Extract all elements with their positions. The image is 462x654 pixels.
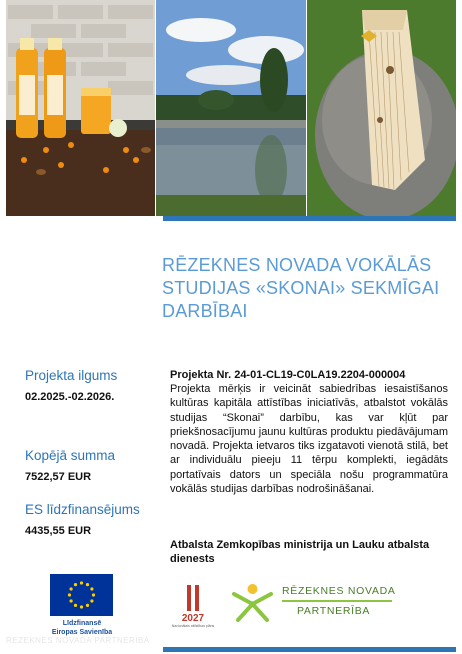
nap-2027-text: 2027 (181, 613, 205, 624)
photo-sea-buckthorn-drinks (6, 0, 155, 216)
title-line-2: STUDIJAS «SKONAI» SEKMĪGAI (162, 278, 440, 298)
watermark-text: REZEKNES NOVADA PARTNERIBA (6, 636, 150, 645)
partnership-name-line-1: RĒZEKNES NOVADA (282, 585, 396, 597)
title-line-1: RĒZEKNES NOVADA VOKĀLĀS (162, 255, 432, 275)
support-statement: Atbalsta Zemkopības ministrija un Lauku atbalsta dienests (170, 539, 430, 565)
eu-caption-line-1: Līdzfinansē (62, 620, 102, 627)
eu-cofinancing-label: ES līdzfinansējums (25, 502, 140, 517)
duration-value: 02.2025.-02.2026. (25, 391, 115, 403)
total-amount-label: Kopējā summa (25, 448, 116, 463)
project-title (162, 254, 452, 323)
eu-cofinancing-value: 4435,55 EUR (25, 525, 92, 537)
accent-bar-bottom (163, 647, 456, 652)
partnership-divider (282, 600, 392, 602)
nap-2027-subtitle: Nacionālais attīstības plāns (171, 624, 215, 628)
duration-label: Projekta ilgums (25, 368, 118, 383)
eu-caption (35, 619, 129, 637)
photo-lake-landscape (156, 0, 306, 216)
photo-kokle-on-stone (307, 0, 456, 216)
accent-bar-top (163, 216, 456, 221)
project-description: Projekta mērķis ir veicināt sabiedrības iesaistīšanos kultūras kapitāla attīstības iniciatīvās, atbalstot vokālās studijas “Skonai” darbību, kas var kļūt par priekšnosacījumu jaunu kultūras produktu piedāvājumam novadā. Projekta ietvaros tiks izgatavoti vienotā stilā, bet ar individuālu pieeju 11 tērpu komplekti, iegādāts portatīvais dators un speciāla nošu programmatūra vokālās studijas darbības nodrošināšanai. (170, 383, 448, 496)
project-number: Projekta Nr. 24-01-CL19-C0LA19.2204-000004 (170, 369, 406, 381)
eu-flag-icon (50, 574, 113, 616)
partnership-figure-icon (230, 580, 275, 625)
header-photo-strip (0, 0, 462, 216)
title-line-3: DARBĪBAI (162, 301, 248, 321)
partnership-name-line-2: PARTNERĪBA (297, 605, 371, 617)
total-amount-value: 7522,57 EUR (25, 471, 92, 483)
eu-caption-line-2: Eiropas Savienība (51, 629, 113, 636)
